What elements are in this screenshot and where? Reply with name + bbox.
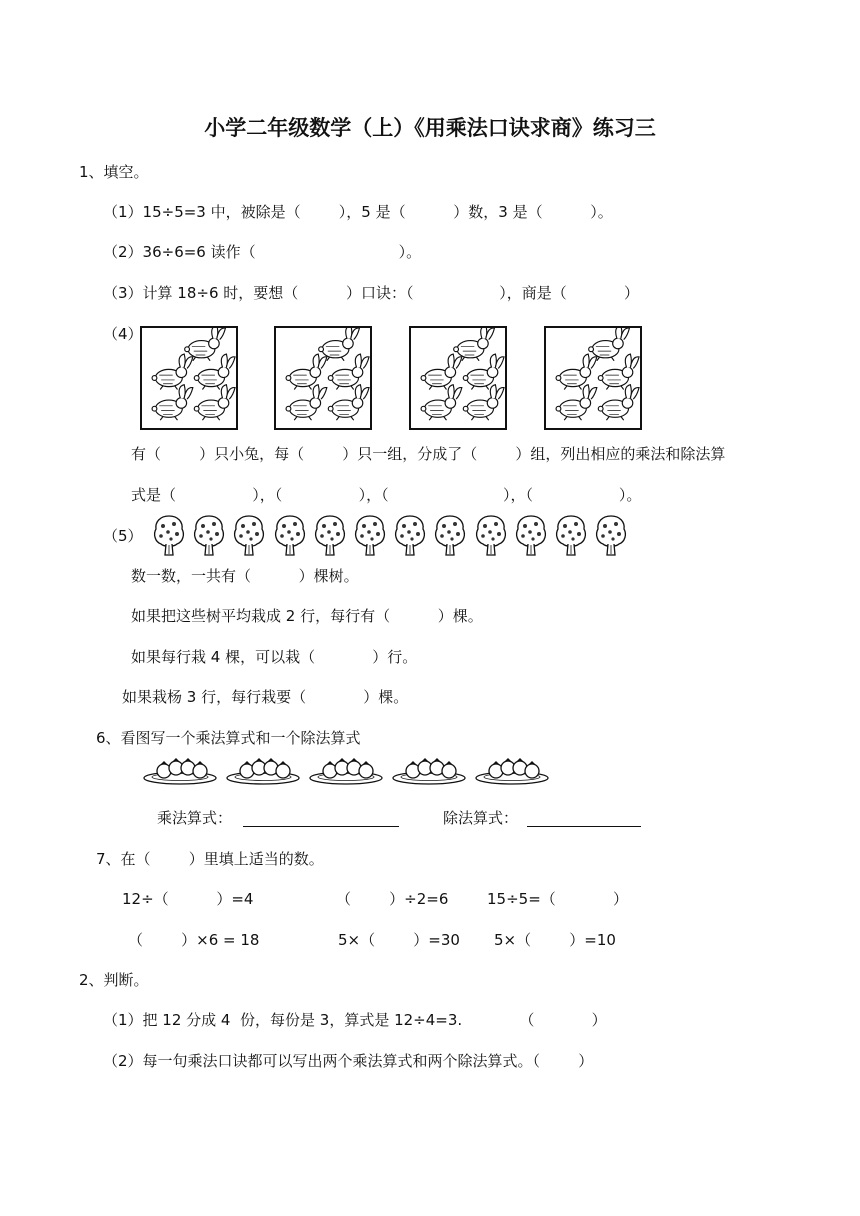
rabbit-group-box	[544, 326, 642, 430]
tree-icon	[433, 514, 467, 556]
rabbit-icon	[152, 385, 193, 420]
rabbit-icon	[286, 354, 327, 389]
tree-icon	[393, 514, 427, 556]
fill-blank-r1c3: 15÷5=（ ）	[487, 890, 628, 908]
tree-icon	[353, 514, 387, 556]
rabbit-group-box	[274, 326, 372, 430]
fruit-plate-icon	[142, 756, 218, 786]
question-1-4-line1: 有（ ）只小兔，每（ ）只一组，分成了（ ）组，列出相应的乘法和除法算	[131, 445, 726, 463]
question-1-3: （3）计算 18÷6 时，要想（ ）口诀：（ ），商是（ ）	[103, 284, 640, 302]
rabbit-icon	[328, 385, 369, 420]
rabbit-icon	[463, 354, 504, 389]
rabbit-icon	[556, 354, 597, 389]
judge-question-1: （1）把 12 分成 4 份，每份是 3，算式是 12÷4=3. （ ）	[103, 1011, 607, 1029]
rabbit-icon	[454, 328, 495, 361]
fill-blank-r2c3: 5×（ ）=10	[494, 931, 616, 949]
rabbit-icon	[185, 328, 226, 361]
rabbit-icon	[556, 385, 597, 420]
tree-icon	[152, 514, 186, 556]
rabbit-icon	[598, 354, 639, 389]
fill-blank-r1c1: 12÷（ ）=4	[122, 890, 254, 908]
tree-icon	[192, 514, 226, 556]
tree-icon	[474, 514, 508, 556]
page-title: 小学二年级数学（上）《用乘法口诀求商》练习三	[204, 116, 656, 140]
question-1-4-label: （4）	[103, 325, 143, 343]
question-1-5-line2: 如果把这些树平均栽成 2 行，每行有（ ）棵。	[131, 607, 483, 625]
rabbit-group-box	[140, 326, 238, 430]
fill-blank-r2c1: （ ）×6 = 18	[128, 931, 260, 949]
fill-blank-r2c2: 5×（ ）=30	[338, 931, 460, 949]
fruit-plate-icon	[474, 756, 550, 786]
fruit-plate-icon	[225, 756, 301, 786]
multiplication-answer-line[interactable]	[243, 826, 399, 827]
section-2-heading: 2、判断。	[79, 971, 149, 989]
rabbit-icon	[421, 385, 462, 420]
rabbit-icon	[152, 354, 193, 389]
rabbit-icon	[598, 385, 639, 420]
rabbit-icon	[328, 354, 369, 389]
division-answer-line[interactable]	[527, 826, 641, 827]
rabbit-icon	[194, 354, 235, 389]
rabbit-icon	[463, 385, 504, 420]
tree-icon	[514, 514, 548, 556]
division-label: 除法算式：	[443, 809, 519, 827]
question-1-5-line1: 数一数，一共有（ ）棵树。	[131, 567, 359, 585]
tree-icon	[273, 514, 307, 556]
rabbit-icon	[319, 328, 360, 361]
question-1-5-line4: 如果栽杨 3 行，每行栽要（ ）棵。	[122, 688, 409, 706]
question-1-5-label: （5）	[103, 527, 143, 545]
section-1-heading: 1、填空。	[79, 163, 149, 181]
multiplication-label: 乘法算式：	[157, 809, 233, 827]
section-6-heading: 6、看图写一个乘法算式和一个除法算式	[96, 729, 361, 747]
fruit-plate-icon	[391, 756, 467, 786]
tree-icon	[594, 514, 628, 556]
question-1-2: （2）36÷6=6 读作（ ）。	[103, 243, 422, 261]
fruit-plate-icon	[308, 756, 384, 786]
question-1-1: （1）15÷5=3 中，被除是（ ），5 是（ ）数，3 是（ ）。	[103, 203, 613, 221]
rabbit-icon	[421, 354, 462, 389]
tree-icon	[232, 514, 266, 556]
fill-blank-r1c2: （ ）÷2=6	[336, 890, 449, 908]
rabbit-icon	[589, 328, 630, 361]
rabbit-icon	[286, 385, 327, 420]
tree-icon	[313, 514, 347, 556]
judge-question-2: （2）每一句乘法口诀都可以写出两个乘法算式和两个除法算式。（ ）	[103, 1052, 594, 1070]
question-1-4-line2: 式是（ ），（ ），（ ），（ ）。	[131, 486, 642, 504]
section-7-heading: 7、在（ ）里填上适当的数。	[96, 850, 324, 868]
tree-icon	[554, 514, 588, 556]
question-1-5-line3: 如果每行栽 4 棵，可以栽（ ）行。	[131, 648, 418, 666]
rabbit-group-box	[409, 326, 507, 430]
rabbit-icon	[194, 385, 235, 420]
